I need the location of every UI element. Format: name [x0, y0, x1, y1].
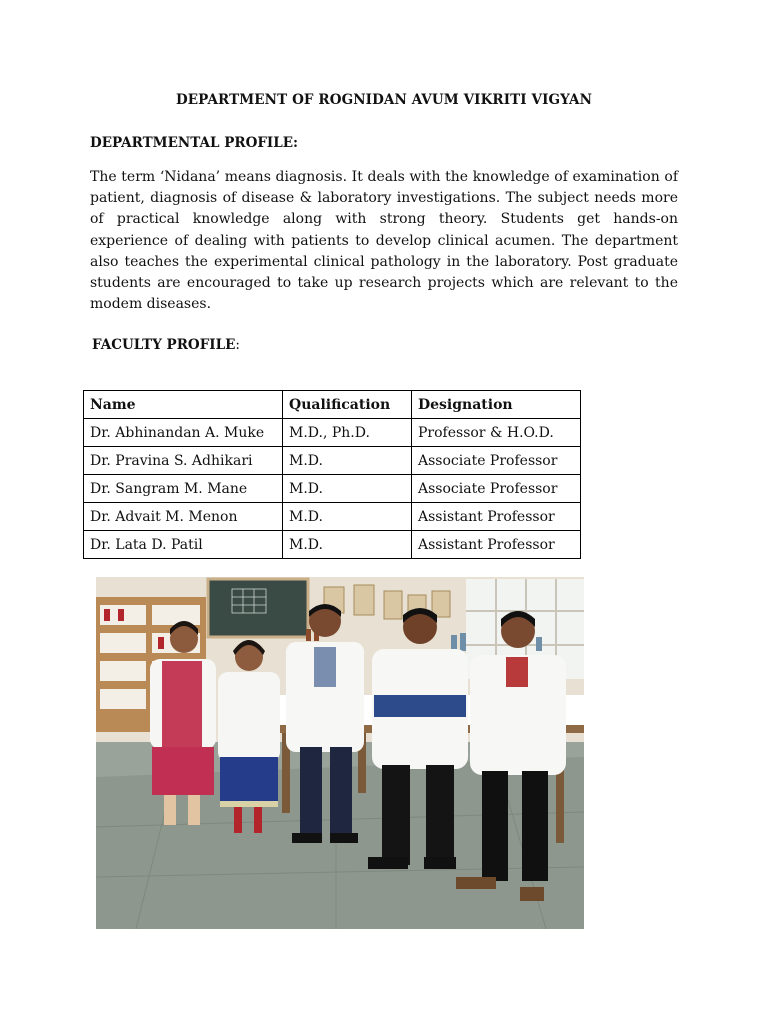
document-title: DEPARTMENT OF ROGNIDAN AVUM VIKRITI VIGYAN [175, 92, 593, 108]
group-photo-illustration [96, 577, 584, 929]
column-header-name: Name [84, 391, 283, 419]
table-header-row [84, 391, 581, 419]
table-row [84, 419, 581, 447]
faculty-profile-heading [92, 337, 240, 353]
faculty-profile-heading-text: FACULTY PROFILE [92, 337, 236, 353]
column-header-designation: Designation [412, 391, 581, 419]
faculty-group-photo [96, 577, 584, 929]
departmental-profile-text: The term ‘Nidana’ means diagnosis. It deals with the knowledge of examination of patient, diagnosis of disease & laboratory investigations. The subject needs more of practical knowledge along with strong theory. Students get hands-on experience of dealing with patients to develop clinical acumen. The department also teaches the experimental clinical pathology in the laboratory. Post graduate students are encouraged to take up research projects which are relevant to the modem diseases. [90, 169, 678, 313]
cell-name: Dr. Lata D. Patil [84, 531, 283, 559]
column-header-qualification: Qualification [283, 391, 412, 419]
cell-name: Dr. Sangram M. Mane [84, 475, 283, 503]
table-row [84, 447, 581, 475]
cell-name: Dr. Pravina S. Adhikari [84, 447, 283, 475]
table-row [84, 475, 581, 503]
cell-qualification: M.D. [283, 531, 412, 559]
cell-designation: Assistant Professor [412, 531, 581, 559]
cell-qualification: M.D. [283, 475, 412, 503]
table-row [84, 531, 581, 559]
faculty-profile-heading-colon: : [235, 337, 240, 353]
cell-name: Dr. Advait M. Menon [84, 503, 283, 531]
faculty-table [83, 390, 581, 559]
departmental-profile-heading: DEPARTMENTAL PROFILE: [90, 135, 299, 151]
cell-qualification: M.D. [283, 503, 412, 531]
cell-designation: Associate Professor [412, 447, 581, 475]
cell-designation: Professor & H.O.D. [412, 419, 581, 447]
table-row [84, 503, 581, 531]
cell-qualification: M.D. [283, 447, 412, 475]
cell-qualification: M.D., Ph.D. [283, 419, 412, 447]
cell-name: Dr. Abhinandan A. Muke [84, 419, 283, 447]
cell-designation: Assistant Professor [412, 503, 581, 531]
cell-designation: Associate Professor [412, 475, 581, 503]
